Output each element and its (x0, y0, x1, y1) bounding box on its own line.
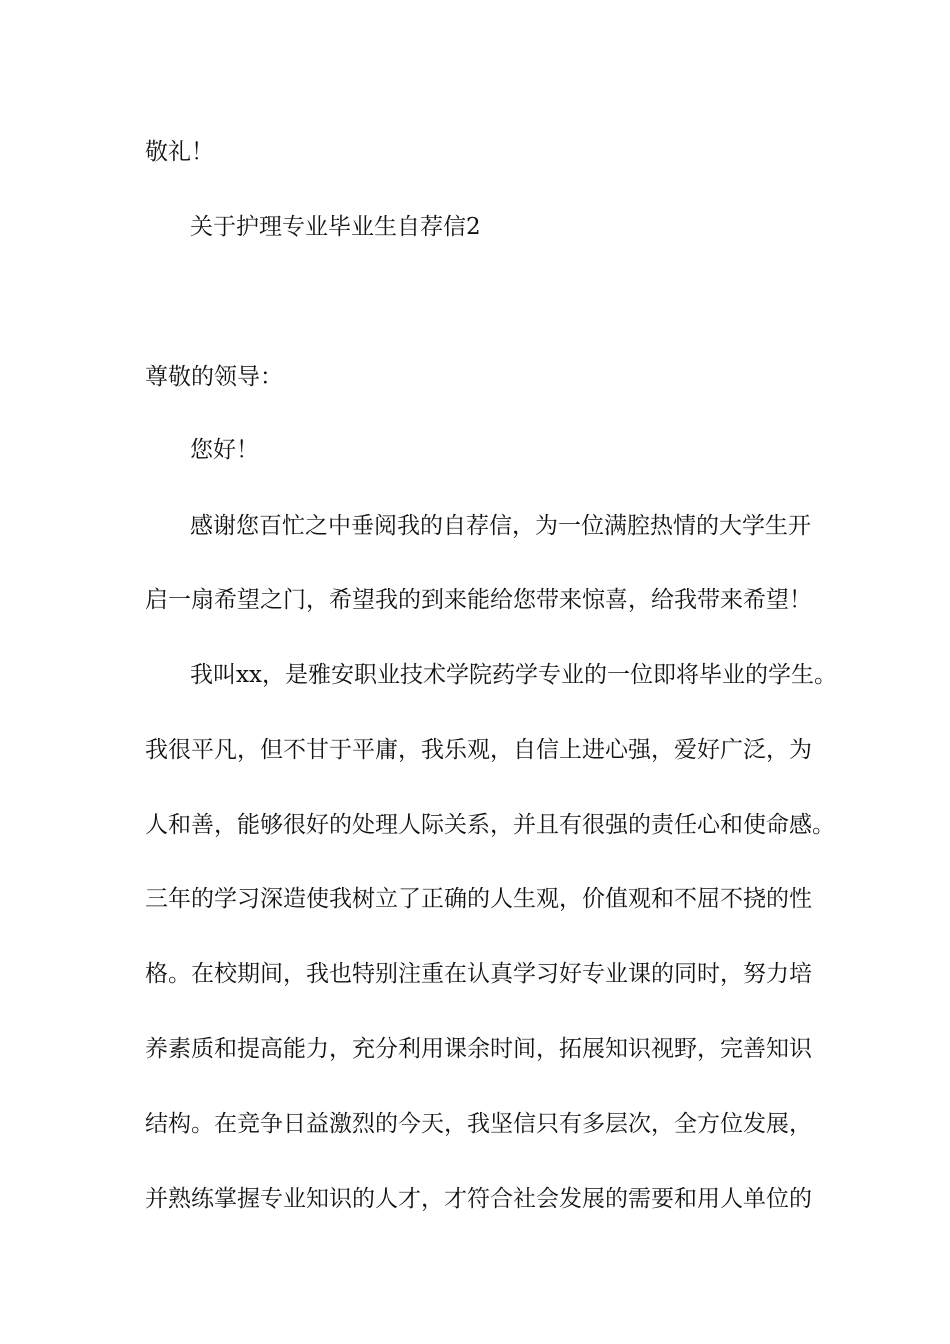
paragraph-line: 启一扇希望之门，希望我的到来能给您带来惊喜，给我带来希望！ (145, 587, 812, 613)
paragraph-line: 我很平凡，但不甘于平庸，我乐观，自信上进心强，爱好广泛，为 (145, 737, 812, 763)
paragraph-line: 我叫xx，是雅安职业技术学院药学专业的一位即将毕业的学生。 (190, 662, 837, 688)
paragraph-line: 格。在校期间，我也特别注重在认真学习好专业课的同时，努力培 (145, 961, 812, 987)
paragraph-line: 人和善，能够很好的处理人际关系，并且有很强的责任心和使命感。 (145, 812, 835, 838)
paragraph-line: 结构。在竞争日益激烈的今天，我坚信只有多层次，全方位发展， (145, 1111, 812, 1137)
paragraph-line: 三年的学习深造使我树立了正确的人生观，价值观和不屈不挠的性 (145, 886, 812, 912)
paragraph-line: 养素质和提高能力，充分利用课余时间，拓展知识视野，完善知识 (145, 1036, 812, 1062)
greeting-line: 您好！ (190, 437, 259, 463)
paragraph-line: 并熟练掌握专业知识的人才，才符合社会发展的需要和用人单位的 (145, 1186, 812, 1212)
closing-line: 敬礼！ (145, 139, 214, 165)
section-title: 关于护理专业毕业生自荐信2 (190, 214, 481, 240)
salutation-line: 尊敬的领导： (145, 364, 283, 390)
paragraph-line: 感谢您百忙之中垂阅我的自荐信，为一位满腔热情的大学生开 (190, 513, 811, 539)
